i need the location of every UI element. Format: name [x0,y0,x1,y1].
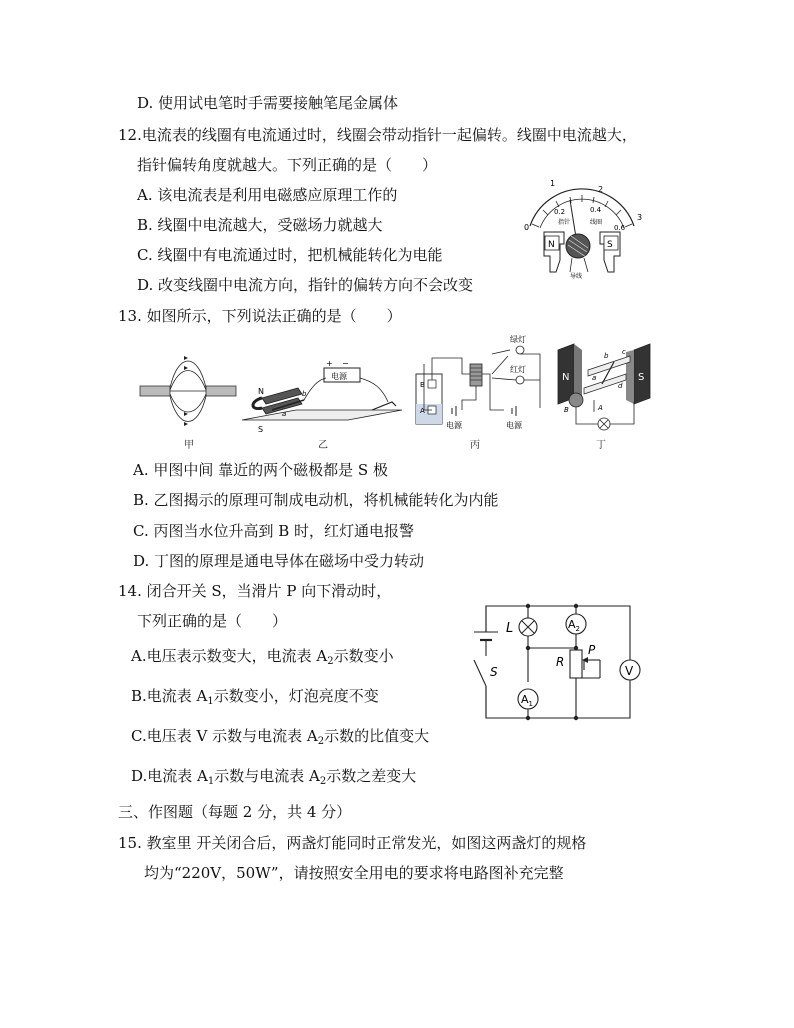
q14-resistor-label: R [556,655,565,669]
q13-option-a: A. 甲图中间 靠近的两个磁极都是 S 极 [133,461,388,479]
q14-option-c-pre: C.电压表 V 示数与电流表 A [131,727,318,745]
q12-ammeter-figure [510,180,650,280]
q12-stem-line2: 指针偏转角度就越大。下列正确的是（ ） [137,156,438,174]
q15-stem-line2: 均为“220V，50W”，请按照安全用电的要求将电路图补充完整 [144,864,564,882]
yi-power-label: 电源 [331,372,347,381]
q14-option-d-sub2: 2 [319,776,327,787]
yi-minus: − [342,359,349,368]
scale-outer-3: 3 [637,213,643,222]
q14-voltmeter-label: V [625,664,634,678]
q14-lamp-label: L [506,621,514,636]
q13-label-jia: 甲 [184,440,194,451]
q15-stem-line1: 15. 教室里 开关闭合后，两盏灯能同时正常发光，如图这两盏灯的规格 [118,834,587,852]
q14-option-c-sub: 2 [317,736,325,747]
q14-stem-line2: 下列正确的是（ ） [137,612,288,630]
q14-option-d [131,766,416,792]
yi-b: b [302,390,307,398]
q13-figure-bing [412,334,552,434]
ding-A: A [598,404,603,412]
q13-figure-ding [554,340,658,436]
bing-green-lamp: 绿灯 [510,335,526,344]
q12-option-d: D. 改变线圈中电流方向，指针的偏转方向不会改变 [137,276,474,294]
label-pointer: 指针 [558,219,571,226]
pole-n: N [548,240,555,250]
bing-red-lamp: 红灯 [510,365,526,374]
section3-title: 三、作图题（每题 2 分，共 4 分） [118,803,352,821]
q14-option-d-mid: 示数与电流表 A [214,767,320,785]
yi-a: a [282,410,287,418]
bing-power-2: 电源 [506,421,522,430]
q14-switch-label: S [490,665,498,679]
q14-option-d-post: 示数之差变大 [326,767,417,785]
q13-label-bing: 丙 [470,440,480,451]
ding-c: c [622,348,626,356]
q14-option-a-pre: A.电压表示数变大，电流表 A [131,647,328,665]
q14-option-c-post: 示数的比值变大 [324,727,430,745]
q13-figure-jia [138,350,238,430]
q14-option-c [131,726,429,752]
yi-pole-n: N [258,387,264,396]
yi-pole-s: S [258,425,264,434]
q14-circuit-figure [460,598,646,726]
q14-option-b-pre: B.电流表 A [131,687,208,705]
scale-outer-2: 2 [598,185,604,194]
yi-plus: + [326,359,333,368]
ding-b: b [604,352,609,360]
q14-option-d-sub1: 1 [207,776,215,787]
q14-option-a-post: 示数变小 [333,647,394,665]
q14-option-a-sub: 2 [327,656,334,667]
q14-option-b [131,686,379,712]
q13-figure-yi [242,358,410,438]
q14-option-b-sub: 1 [207,696,214,707]
q12-option-a: A. 该电流表是利用电磁感应原理工作的 [137,186,398,204]
bing-a: A [420,407,425,415]
ding-s: S [638,372,645,383]
q12-option-b: B. 线圈中电流越大，受磁场力就越大 [137,216,383,234]
q12-stem-line1: 12.电流表的线圈有电流通过时，线圈会带动指针一起偏转。线圈中电流越大， [118,126,637,144]
ding-a: a [592,374,597,382]
q14-ammeter2-sub: 2 [575,625,580,633]
q14-stem-line1: 14. 闭合开关 S，当滑片 P 向下滑动时， [118,582,392,600]
q14-ammeter2-letter: A [568,618,576,631]
q14-option-a [131,646,394,672]
ding-B: B [564,406,569,414]
pole-s: S [607,240,613,250]
q13-option-c: C. 丙图当水位升高到 B 时，红灯通电报警 [133,522,415,540]
label-wire: 导线 [570,273,583,280]
bing-power-1: 电源 [446,421,462,430]
ding-n: N [562,372,570,383]
q14-option-d-pre: D.电流表 A [131,767,208,785]
scale-inner-0: 0 [524,223,530,232]
q13-label-ding: 丁 [596,440,606,451]
q13-stem: 13. 如图所示，下列说法正确的是（ ） [118,307,402,325]
q13-option-b: B. 乙图揭示的原理可制成电动机，将机械能转化为内能 [133,491,499,509]
scale-outer-1: 1 [550,180,556,188]
q12-option-c: C. 线圈中有电流通过时，把机械能转化为电能 [137,246,443,264]
q14-ammeter1-sub: 1 [528,700,533,708]
bing-b: B [420,381,425,389]
q14-ammeter1-letter: A [521,693,529,706]
ding-d: d [618,382,623,390]
q11-option-d: D. 使用试电笔时手需要接触笔尾金属体 [137,94,399,112]
q13-label-yi: 乙 [318,440,328,451]
label-coil: 线圈 [590,219,603,226]
scale-inner-06: 0.6 [614,224,626,232]
q13-option-d: D. 丁图的原理是通电导体在磁场中受力转动 [133,552,425,570]
q14-option-b-post: 示数变小，灯泡亮度不变 [213,687,379,705]
scale-inner-02: 0.2 [554,208,566,216]
q14-slider-label: P [588,643,596,657]
scale-inner-04: 0.4 [590,206,602,214]
